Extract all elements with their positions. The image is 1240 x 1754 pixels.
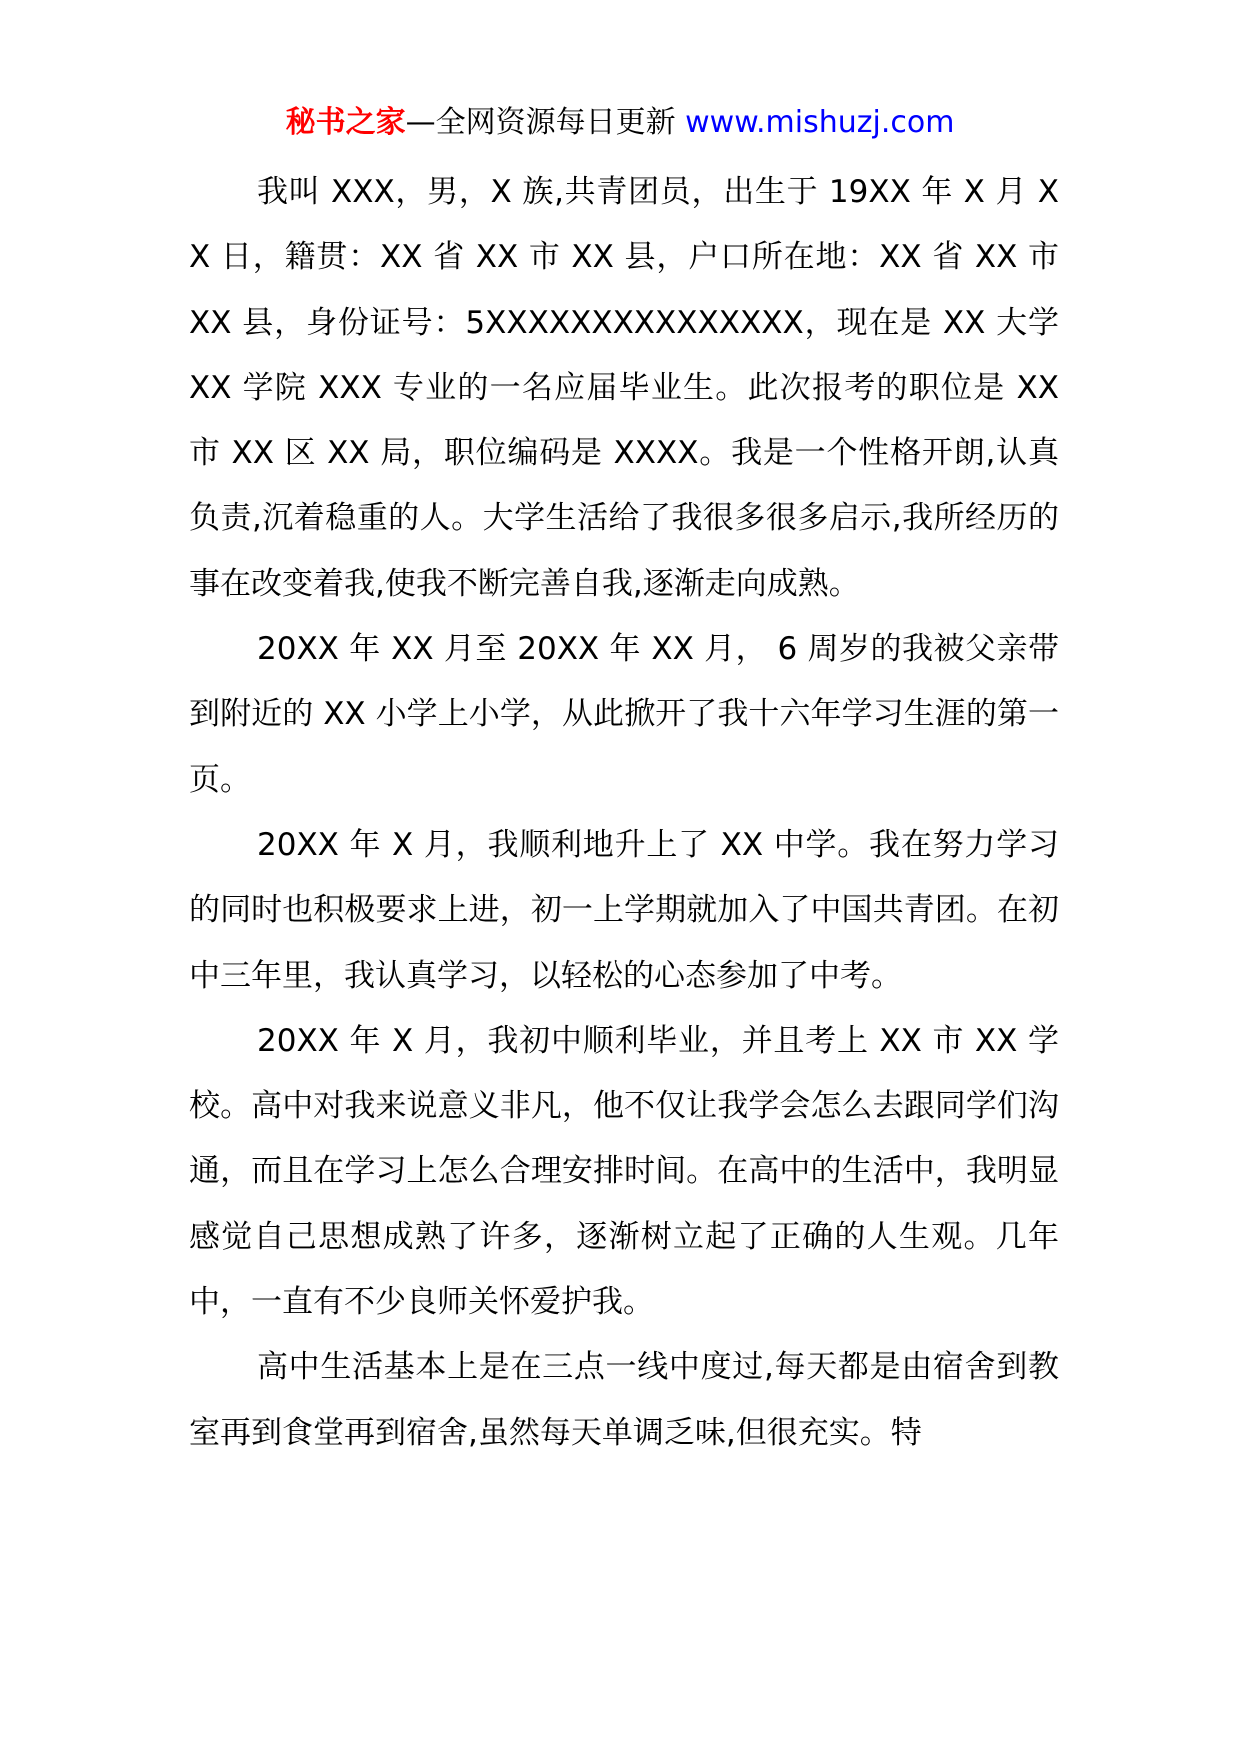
paragraph-high-school-life: 高中生活基本上是在三点一线中度过,每天都是由宿舍到教室再到食堂再到宿舍,虽然每天单调乏味,但很充实。特 (189, 1349, 1059, 1451)
website-url[interactable]: www.mishuzj.com (685, 105, 955, 140)
document-body (189, 160, 1059, 1466)
paragraph-high-school: 20XX 年 X 月，我初中顺利毕业，并且考上 XX 市 XX 学校。高中对我来说意义非凡，他不仅让我学会怎么去跟同学们沟通，而且在学习上怎么合理安排时间。在高中的生活中，我明显感觉自己思想成熟了许多，逐渐树立起了正确的人生观。几年中，一直有不少良师关怀爱护我。 (189, 1022, 1059, 1321)
header-tagline: —全网资源每日更新 (405, 105, 676, 140)
paragraph-primary-school: 20XX 年 XX 月至 20XX 年 XX 月， 6 周岁的我被父亲带到附近的 XX 小学上小学，从此掀开了我十六年学习生涯的第一页。 (189, 631, 1059, 798)
paragraph-intro: 我叫 XXX，男，X 族,共青团员，出生于 19XX 年 X 月 XX 日，籍贯：XX 省 XX 市 XX 县，户口所在地：XX 省 XX 市 XX 县，身份证号：5XXXXXXXXXXXXXXX，现在是 XX 大学 XX 学院 XXX 专业的一名应届毕业生。此次报考的职位是 XX 市 XX 区 XX 局，职位编码是 XXXX。我是一个性格开朗,认真负责,沉着稳重的人。大学生活给了我很多很多启示,我所经历的事在改变着我,使我不断完善自我,逐渐走向成熟。 (189, 174, 1059, 602)
brand-name: 秘书之家 (285, 105, 406, 140)
document-header (0, 100, 1240, 146)
paragraph-middle-school: 20XX 年 X 月，我顺利地升上了 XX 中学。我在努力学习的同时也积极要求上进，初一上学期就加入了中国共青团。在初中三年里，我认真学习，以轻松的心态参加了中考。 (189, 826, 1059, 994)
